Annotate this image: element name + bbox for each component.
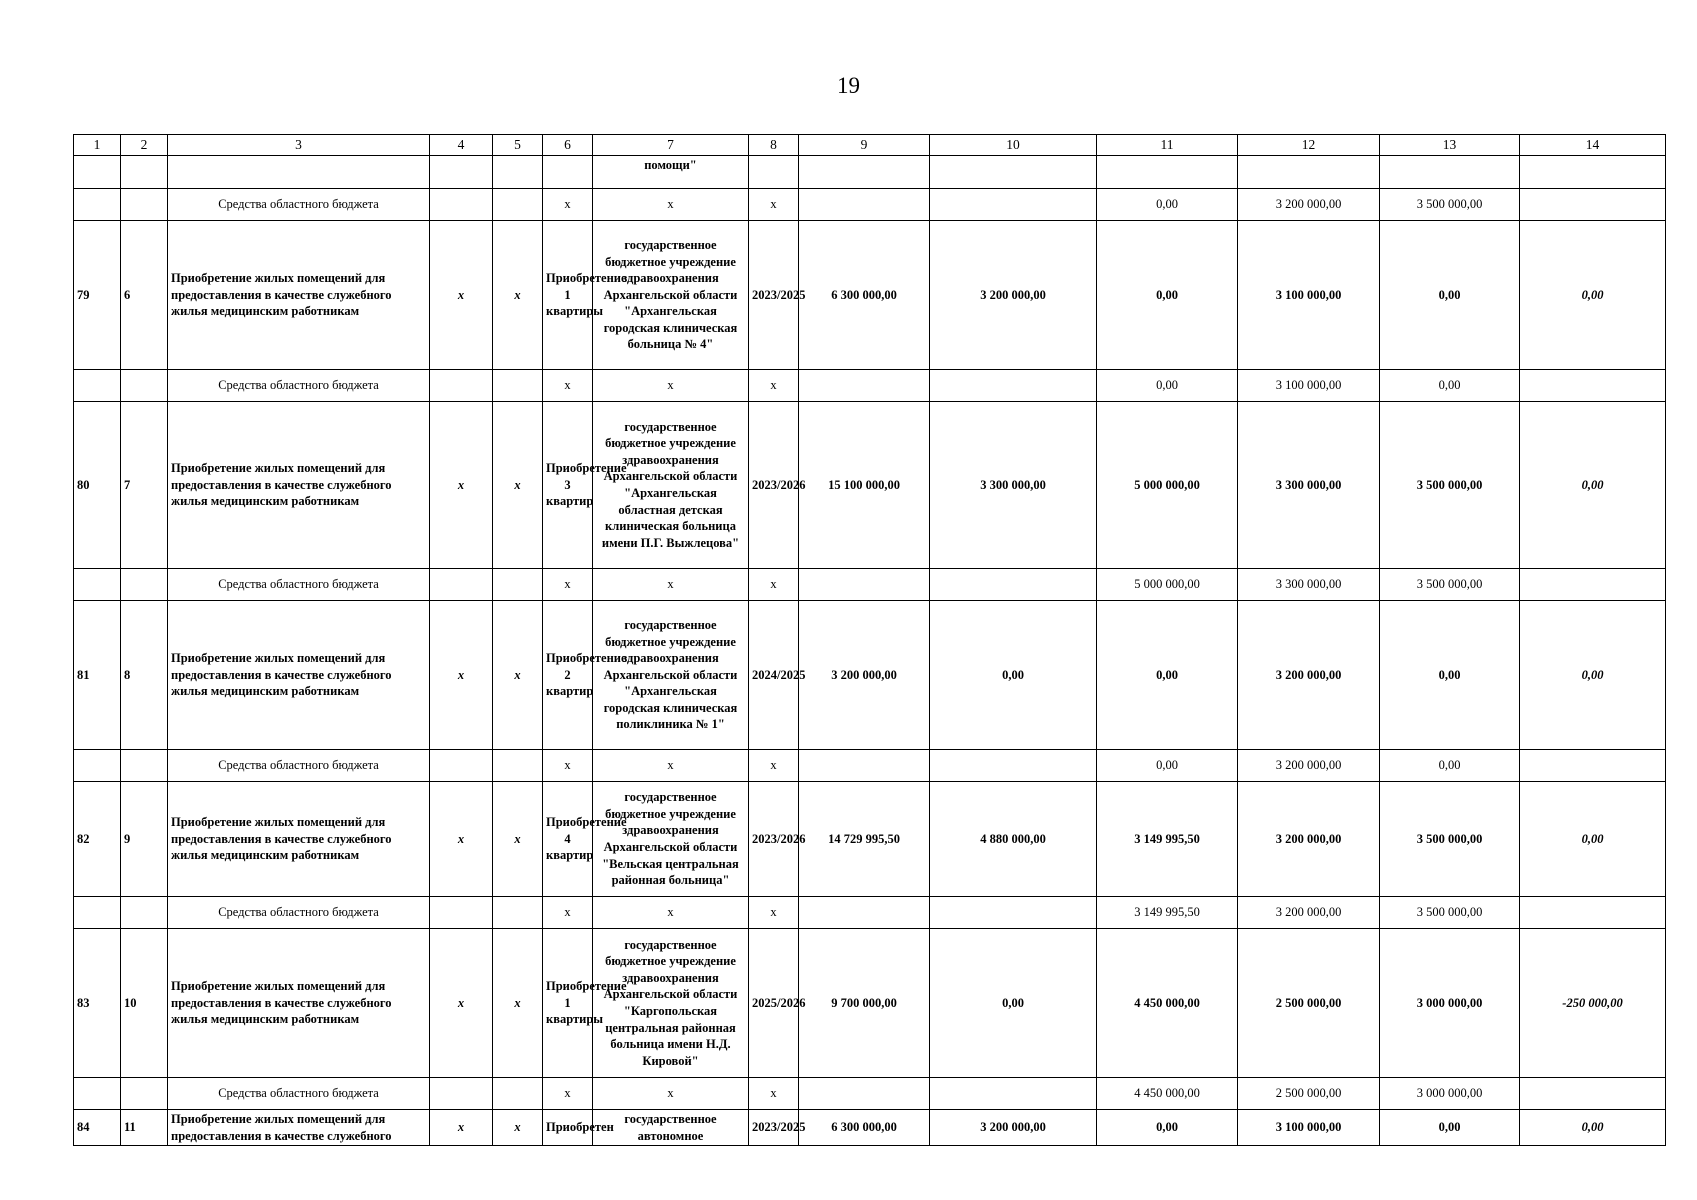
cell-mark: х [593, 569, 749, 601]
cell-amount: 0,00 [1520, 782, 1666, 897]
cell-amount: 4 450 000,00 [1097, 929, 1238, 1078]
cell-amount: 3 500 000,00 [1380, 897, 1520, 929]
cell-amount: 0,00 [1380, 221, 1520, 370]
cell-amount: 2 500 000,00 [1238, 929, 1380, 1078]
cell-mark: х [749, 1078, 799, 1110]
cell-executor: государственное бюджетное учреждение здравоохранения Архангельской области "Архангельская городская клиническая поликлиника № 1" [593, 601, 749, 750]
cell-mark: х [749, 189, 799, 221]
cell-amount: 3 200 000,00 [930, 1110, 1097, 1146]
cell-amount: 3 200 000,00 [1238, 782, 1380, 897]
cell-mark: х [493, 402, 543, 569]
cell-mark: х [430, 929, 493, 1078]
cell-amount: 14 729 995,50 [799, 782, 930, 897]
subtotal-row [74, 189, 1666, 221]
continuation-row [74, 156, 1666, 189]
column-header: 1 [74, 135, 121, 156]
column-header: 7 [593, 135, 749, 156]
cell-subnumber: 7 [121, 402, 168, 569]
cell-amount: 0,00 [1380, 370, 1520, 402]
cell-amount: 3 200 000,00 [1238, 750, 1380, 782]
cell-measure: Приобретение жилых помещений для предоставления в качестве служебного жилья медицинским работникам [168, 782, 430, 897]
cell-amount: 4 880 000,00 [930, 782, 1097, 897]
cell-amount: 3 100 000,00 [1238, 221, 1380, 370]
cell-mark: х [430, 221, 493, 370]
cell-mark: х [543, 569, 593, 601]
cell-amount: 3 100 000,00 [1238, 1110, 1380, 1146]
cell-amount: 5 000 000,00 [1097, 569, 1238, 601]
cell-amount: 3 500 000,00 [1380, 782, 1520, 897]
cell-amount: 3 500 000,00 [1380, 569, 1520, 601]
subtotal-row [74, 897, 1666, 929]
cell-amount: 3 149 995,50 [1097, 897, 1238, 929]
cell-executor: помощи" [593, 156, 749, 189]
cell-amount: 3 200 000,00 [930, 221, 1097, 370]
table-row [74, 221, 1666, 370]
cell-executor: государственное бюджетное учреждение здравоохранения Архангельской области "Каргопольская центральная районная больница имени Н.Д. Кировой" [593, 929, 749, 1078]
cell-mark: х [593, 189, 749, 221]
cell-mark: х [493, 221, 543, 370]
subtotal-row [74, 569, 1666, 601]
cell-measure: Приобретение жилых помещений для предоставления в качестве служебного жилья медицинским работникам [168, 929, 430, 1078]
cell-amount: 3 300 000,00 [930, 402, 1097, 569]
cell-amount: 3 300 000,00 [1238, 569, 1380, 601]
table-row [74, 402, 1666, 569]
cell-amount: 15 100 000,00 [799, 402, 930, 569]
cell-mark: х [493, 782, 543, 897]
cell-number: 81 [74, 601, 121, 750]
cell-amount: 6 300 000,00 [799, 221, 930, 370]
cell-mark: х [493, 601, 543, 750]
table-row [74, 601, 1666, 750]
cell-funding-source: Средства областного бюджета [168, 370, 430, 402]
cell-executor: государственное автономное [593, 1110, 749, 1146]
cell-result: Приобретение 1 квартиры [543, 929, 593, 1078]
cell-mark: х [593, 750, 749, 782]
column-header: 6 [543, 135, 593, 156]
cell-amount: 3 100 000,00 [1238, 370, 1380, 402]
cell-amount: 3 200 000,00 [1238, 897, 1380, 929]
cell-amount: 0,00 [1097, 1110, 1238, 1146]
cell-mark: х [430, 601, 493, 750]
cell-mark: х [749, 897, 799, 929]
cell-amount: 3 000 000,00 [1380, 1078, 1520, 1110]
cell-mark: х [543, 897, 593, 929]
cell-amount: 3 500 000,00 [1380, 402, 1520, 569]
cell-amount: 0,00 [1520, 402, 1666, 569]
column-header: 12 [1238, 135, 1380, 156]
cell-mark: х [543, 1078, 593, 1110]
cell-period: 2023/2025 [749, 1110, 799, 1146]
cell-mark: х [430, 402, 493, 569]
column-header: 11 [1097, 135, 1238, 156]
cell-period: 2023/2026 [749, 402, 799, 569]
cell-measure: Приобретение жилых помещений для предоставления в качестве служебного [168, 1110, 430, 1146]
cell-mark: х [493, 1110, 543, 1146]
cell-result: Приобретение 2 квартир [543, 601, 593, 750]
cell-funding-source: Средства областного бюджета [168, 1078, 430, 1110]
column-header: 8 [749, 135, 799, 156]
subtotal-row [74, 370, 1666, 402]
cell-mark: х [593, 1078, 749, 1110]
cell-amount: 3 200 000,00 [1238, 189, 1380, 221]
subtotal-row [74, 750, 1666, 782]
cell-amount: -250 000,00 [1520, 929, 1666, 1078]
cell-result: Приобретен [543, 1110, 593, 1146]
cell-amount: 9 700 000,00 [799, 929, 930, 1078]
cell-amount: 0,00 [1520, 601, 1666, 750]
column-header: 9 [799, 135, 930, 156]
cell-amount: 0,00 [1097, 750, 1238, 782]
subtotal-row [74, 1078, 1666, 1110]
cell-measure: Приобретение жилых помещений для предоставления в качестве служебного жилья медицинским работникам [168, 402, 430, 569]
cell-amount: 3 000 000,00 [1380, 929, 1520, 1078]
cell-mark: х [430, 1110, 493, 1146]
cell-funding-source: Средства областного бюджета [168, 569, 430, 601]
cell-mark: х [493, 929, 543, 1078]
column-header: 10 [930, 135, 1097, 156]
budget-table [73, 134, 1666, 1146]
cell-mark: х [543, 370, 593, 402]
table-row [74, 1110, 1666, 1146]
cell-period: 2024/2025 [749, 601, 799, 750]
table-row [74, 782, 1666, 897]
page-number: 19 [837, 73, 860, 98]
cell-mark: х [749, 750, 799, 782]
cell-amount: 0,00 [1520, 221, 1666, 370]
cell-subnumber: 9 [121, 782, 168, 897]
cell-mark: х [543, 189, 593, 221]
cell-subnumber: 8 [121, 601, 168, 750]
cell-amount: 3 500 000,00 [1380, 189, 1520, 221]
cell-amount: 3 149 995,50 [1097, 782, 1238, 897]
cell-executor: государственное бюджетное учреждение здравоохранения Архангельской области "Архангельская областная детская клиническая больница имени П.Г. Выжлецова" [593, 402, 749, 569]
cell-subnumber: 10 [121, 929, 168, 1078]
cell-executor: государственное бюджетное учреждение здравоохранения Архангельской области "Архангельская городская клиническая больница № 4" [593, 221, 749, 370]
cell-mark: х [430, 782, 493, 897]
cell-mark: х [749, 370, 799, 402]
cell-number: 84 [74, 1110, 121, 1146]
column-header: 14 [1520, 135, 1666, 156]
cell-number: 79 [74, 221, 121, 370]
column-header: 3 [168, 135, 430, 156]
cell-number: 80 [74, 402, 121, 569]
cell-measure: Приобретение жилых помещений для предоставления в качестве служебного жилья медицинским работникам [168, 601, 430, 750]
cell-result: Приобретение 4 квартир [543, 782, 593, 897]
cell-number: 82 [74, 782, 121, 897]
cell-amount: 3 300 000,00 [1238, 402, 1380, 569]
column-header: 5 [493, 135, 543, 156]
cell-number: 83 [74, 929, 121, 1078]
cell-amount: 0,00 [930, 601, 1097, 750]
column-number-row [74, 135, 1666, 156]
cell-measure: Приобретение жилых помещений для предоставления в качестве служебного жилья медицинским работникам [168, 221, 430, 370]
cell-mark: х [543, 750, 593, 782]
cell-amount: 0,00 [1097, 370, 1238, 402]
cell-funding-source: Средства областного бюджета [168, 897, 430, 929]
cell-funding-source: Средства областного бюджета [168, 189, 430, 221]
cell-result: Приобретение 1 квартиры [543, 221, 593, 370]
cell-period: 2023/2026 [749, 782, 799, 897]
column-header: 2 [121, 135, 168, 156]
cell-amount: 6 300 000,00 [799, 1110, 930, 1146]
cell-amount: 3 200 000,00 [1238, 601, 1380, 750]
cell-mark: х [749, 569, 799, 601]
cell-amount: 0,00 [1380, 601, 1520, 750]
column-header: 4 [430, 135, 493, 156]
cell-period: 2025/2026 [749, 929, 799, 1078]
column-header: 13 [1380, 135, 1520, 156]
cell-amount: 0,00 [1097, 189, 1238, 221]
cell-amount: 0,00 [1380, 750, 1520, 782]
cell-funding-source: Средства областного бюджета [168, 750, 430, 782]
cell-result: Приобретение 3 квартир [543, 402, 593, 569]
cell-amount: 3 200 000,00 [799, 601, 930, 750]
cell-amount: 2 500 000,00 [1238, 1078, 1380, 1110]
cell-subnumber: 11 [121, 1110, 168, 1146]
cell-subnumber: 6 [121, 221, 168, 370]
cell-executor: государственное бюджетное учреждение здравоохранения Архангельской области "Вельская центральная районная больница" [593, 782, 749, 897]
cell-amount: 0,00 [1520, 1110, 1666, 1146]
cell-amount: 0,00 [1380, 1110, 1520, 1146]
cell-mark: х [593, 370, 749, 402]
cell-amount: 4 450 000,00 [1097, 1078, 1238, 1110]
cell-period: 2023/2025 [749, 221, 799, 370]
table-row [74, 929, 1666, 1078]
cell-mark: х [593, 897, 749, 929]
cell-amount: 0,00 [1097, 601, 1238, 750]
cell-amount: 0,00 [1097, 221, 1238, 370]
cell-amount: 5 000 000,00 [1097, 402, 1238, 569]
cell-amount: 0,00 [930, 929, 1097, 1078]
